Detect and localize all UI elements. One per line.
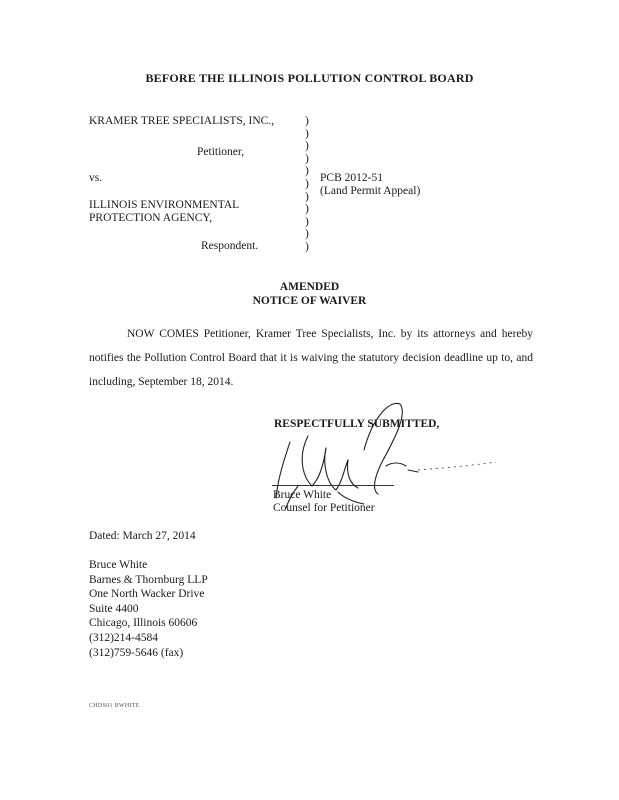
document-footer-code: CHDS01 BWHITE	[89, 703, 140, 709]
paren: )	[305, 215, 309, 228]
court-heading: BEFORE THE ILLINOIS POLLUTION CONTROL BOARD	[145, 71, 474, 85]
signature-heading: RESPECTFULLY SUBMITTED,	[274, 418, 440, 430]
address-line: Chicago, Illinois 60606	[89, 617, 198, 630]
dated-line: Dated: March 27, 2014	[89, 530, 196, 542]
address-line: Suite 4400	[89, 602, 139, 615]
address-line: Bruce White	[89, 559, 148, 571]
case-type: (Land Permit Appeal)	[320, 185, 421, 197]
caption-paren-column	[305, 115, 309, 254]
signer-role: Counsel for Petitioner	[273, 502, 375, 514]
signature-line	[272, 485, 394, 486]
paren: )	[305, 203, 309, 216]
paren: )	[305, 240, 309, 253]
paren: )	[305, 165, 309, 178]
paren: )	[305, 190, 309, 203]
paren: )	[305, 228, 309, 241]
respondent-name-line1: ILLINOIS ENVIRONMENTAL	[89, 199, 240, 211]
versus-label: vs.	[89, 172, 103, 184]
address-line: (312)214-4584	[89, 631, 158, 644]
address-line: (312)759-5646 (fax)	[89, 646, 184, 659]
petitioner-name: KRAMER TREE SPECIALISTS, INC.,	[89, 115, 275, 127]
paren: )	[305, 177, 309, 190]
paren: )	[305, 140, 309, 153]
address-line: One North Wacker Drive	[89, 588, 205, 601]
signature-block	[273, 489, 375, 515]
document-title-line2: NOTICE OF WAIVER	[252, 295, 367, 307]
respondent-name-line2: PROTECTION AGENCY,	[89, 212, 213, 224]
signer-name: Bruce White	[273, 489, 332, 501]
paren: )	[305, 115, 309, 127]
address-line: Barnes & Thornburg LLP	[89, 573, 208, 586]
paren: )	[305, 127, 309, 140]
notice-paragraph: NOW COMES Petitioner, Kramer Tree Specialists, Inc. by its attorneys and hereby notifies the Pollution Control Board that it is waiving the statutory decision deadline up to, and including, September 18, 2014.	[89, 328, 533, 388]
document-title-line1: AMENDED	[279, 281, 340, 293]
notice-body	[89, 322, 533, 394]
attorney-address-block	[89, 558, 208, 660]
paren: )	[305, 152, 309, 165]
respondent-role: Respondent.	[201, 240, 259, 252]
petitioner-role: Petitioner,	[197, 146, 245, 158]
case-number: PCB 2012-51	[320, 172, 383, 184]
